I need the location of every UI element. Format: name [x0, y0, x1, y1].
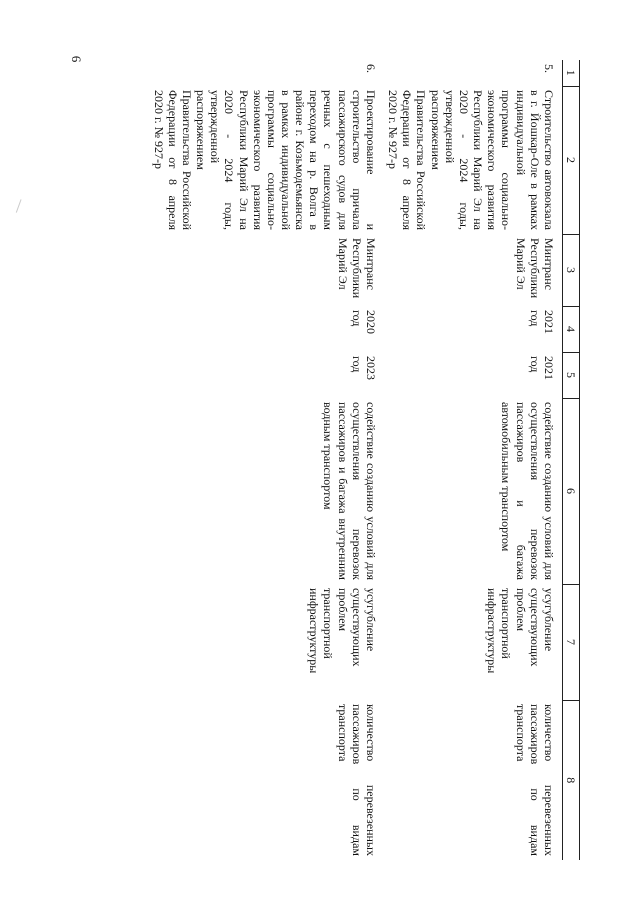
- table-row: [149, 60, 384, 860]
- header-cell: 7: [562, 584, 579, 700]
- rotated-table-wrapper: [140, 60, 580, 860]
- event-name: Строительство автовокзала в г. Йошкар-Оле в рамках индивидуальной программы социально-экономического развития Республики Марий Эл на 2020 - 2024 годы, утвержденной распоряжением Правительства Российской Федерации от 8 апреля 2020 г. № 927-р: [386, 90, 556, 230]
- executor: Минтранс Республики Марий Эл: [335, 238, 378, 299]
- page-number: 6: [69, 55, 84, 63]
- scan-mark: [16, 199, 27, 215]
- event-name: Проектирование и строительство причала пассажирского судов для речных с пешеходным переходом на р. Волга в районе г. Козьмодемьянска в рамках индивидуальной программы социально-экономического развития Республики Марий Эл на 2020 - 2024 годы, утвержденной распоряжением Правительства Российской Федерации от 8 апреля 2020 г. № 927-р: [151, 90, 378, 230]
- header-cell: 5: [562, 352, 579, 398]
- table-row: [384, 60, 562, 860]
- header-cell: 2: [562, 86, 579, 234]
- end-year: 2021 год: [527, 356, 556, 380]
- row-number: 5.: [541, 64, 556, 73]
- program-table: [149, 60, 580, 860]
- indicator: количество перевезенных пассажиров по видам транспорта: [513, 704, 556, 856]
- row-number: 6.: [363, 64, 378, 73]
- header-cell: 6: [562, 398, 579, 584]
- end-year: 2023 год: [349, 356, 378, 380]
- consequence: усугубление существующих проблем транспортной инфраструктуры: [485, 588, 556, 674]
- indicator: количество перевезенных пассажиров по видам транспорта: [335, 704, 378, 856]
- header-cell: 3: [562, 234, 579, 306]
- header-cell: 1: [562, 60, 579, 86]
- executor: Минтранс Республики Марий Эл: [513, 238, 556, 299]
- consequence: усугубление существующих проблем транспортной инфраструктуры: [307, 588, 378, 674]
- header-row: [562, 60, 579, 860]
- header-cell: 4: [562, 306, 579, 352]
- expected-result: содействие созданию условий для осуществления перевозок пассажиров и багажа внутренним водным транспортом: [321, 402, 378, 580]
- start-year: 2020 год: [349, 310, 378, 334]
- start-year: 2021 год: [527, 310, 556, 334]
- expected-result: содействие созданию условий для осуществления перевозок пассажиров и багажа автомобильным транспортом: [499, 402, 556, 580]
- header-cell: 8: [562, 700, 579, 860]
